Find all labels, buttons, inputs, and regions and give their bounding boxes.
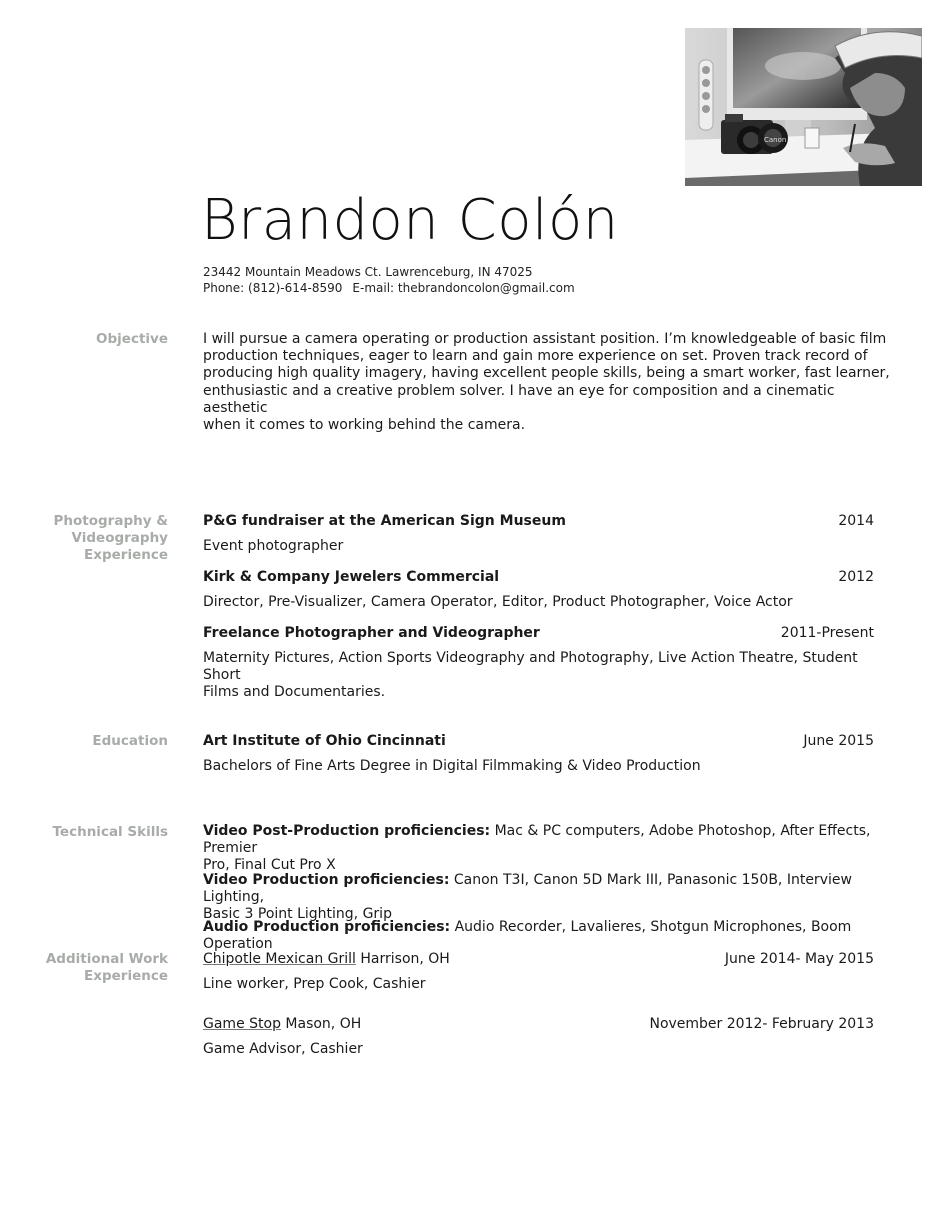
photography-label-line: Photography & [53,513,168,529]
photography-label [28,513,168,564]
profile-photo [685,28,922,186]
work-row [203,1016,874,1033]
work-label-line: Additional Work [45,951,168,967]
skill-heading: Video Production proficiencies: [203,872,450,888]
skill-heading: Video Post-Production proficiencies: [203,823,491,839]
contact-line [203,281,575,295]
education-title: Art Institute of Ohio Cincinnati [203,733,446,749]
education-desc: Bachelors of Fine Arts Degree in Digital Filmmaking & Video Production [203,758,701,774]
experience-desc: Event photographer [203,538,344,554]
employer-name: Chipotle Mexican Grill [203,951,356,967]
experience-date: 2012 [838,569,874,585]
education-row [203,733,874,750]
objective-line: I will pursue a camera operating or production assistant position. I’m knowledgeable of basic film [203,331,887,347]
experience-row [203,513,874,530]
skill-heading: Audio Production proficiencies: [203,919,451,935]
employer-location: Mason, OH [280,1016,362,1032]
experience-date: 2011-Present [780,625,874,641]
education-date: June 2015 [803,733,874,749]
experience-desc [203,650,883,702]
experience-title: Kirk & Company Jewelers Commercial [203,569,500,585]
skills-label: Technical Skills [52,824,168,840]
skill-text: Basic 3 Point Lighting, Grip [203,906,392,923]
experience-title: Freelance Photographer and Videographer [203,625,540,641]
objective-line: enthusiastic and a creative problem solver. I have an eye for composition and a cinematic aesthetic [203,382,835,416]
education-label: Education [92,733,168,749]
work-row [203,951,874,968]
experience-desc-line: Maternity Pictures, Action Sports Videography and Photography, Live Action Theatre, Student Short [203,650,858,684]
work-label-line: Experience [84,968,168,984]
employer-location: Harrison, OH [355,951,450,967]
camera-brand-text: Canon [764,136,787,144]
work-desc: Game Advisor, Cashier [203,1041,363,1057]
employer-name: Game Stop [203,1016,281,1032]
skill-item [203,823,893,875]
objective-line: production techniques, eager to learn and gain more experience on set. Proven track record of [203,348,868,365]
skill-text: Pro, Final Cut Pro X [203,857,336,874]
skill-item [203,872,893,924]
photography-label-line: Videography [71,530,168,546]
work-date: June 2014- May 2015 [724,951,874,967]
phone: Phone: (812)-614-8590 [203,281,343,295]
skill-item [203,919,893,953]
experience-row [203,625,874,642]
experience-title: P&G fundraiser at the American Sign Museum [203,513,566,529]
skill-text: Mac & PC computers, Adobe Photoshop, After Effects, Premier [203,823,871,857]
objective-text [203,331,893,434]
skill-text: Canon T3I, Canon 5D Mark III, Panasonic 150B, Interview Lighting, [203,872,852,906]
experience-desc: Director, Pre-Visualizer, Camera Operator, Editor, Product Photographer, Voice Actor [203,594,793,610]
candidate-name: Brandon Colón [201,188,619,253]
address: 23442 Mountain Meadows Ct. Lawrenceburg, IN 47025 [203,265,533,279]
objective-line: when it comes to working behind the camera. [203,417,526,434]
work-date: November 2012- February 2013 [649,1016,874,1032]
objective-line: producing high quality imagery, having excellent people skills, being a smart worker, fast learner, [203,365,890,382]
email[interactable]: E-mail: thebrandoncolon@gmail.com [352,281,575,295]
experience-row [203,569,874,586]
work-label [28,951,168,985]
work-desc: Line worker, Prep Cook, Cashier [203,976,426,992]
experience-desc-line: Films and Documentaries. [203,684,386,701]
skill-text: Audio Recorder, Lavalieres, Shotgun Microphones, Boom Operation [203,919,852,953]
experience-date: 2014 [838,513,874,529]
photography-label-line: Experience [84,547,168,563]
objective-label: Objective [96,331,168,347]
